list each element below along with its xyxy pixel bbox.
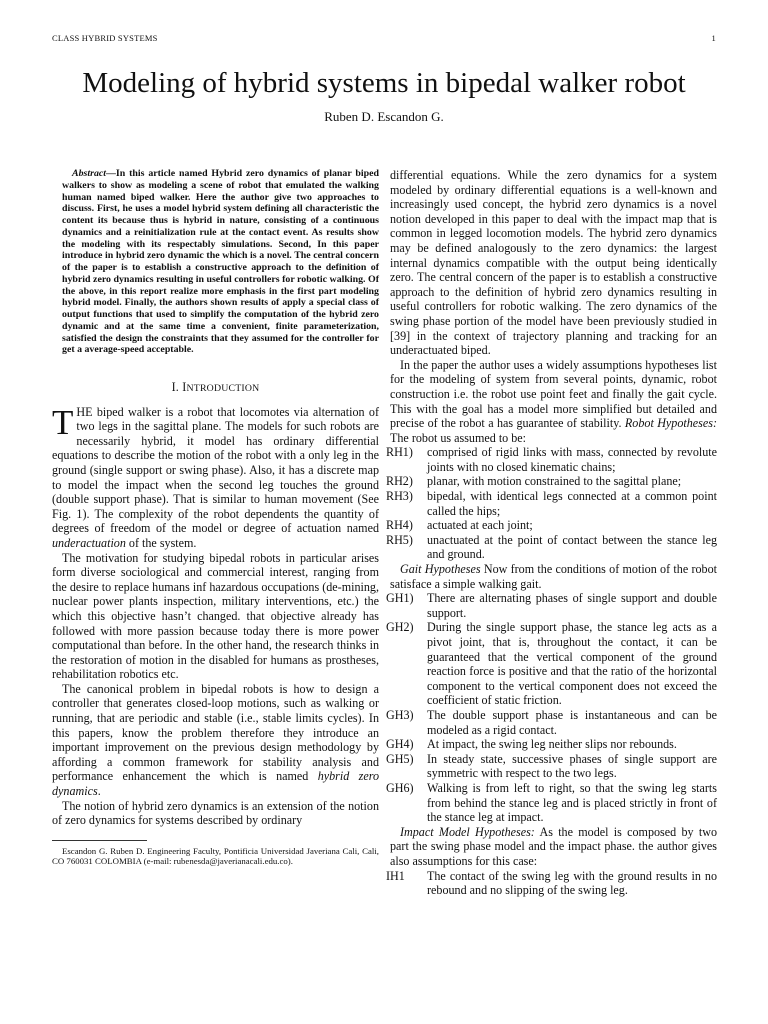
- right-paragraph-1: differential equations. While the zero dynamics for a system modeled by ordinary differential equations is a well-known and increasingly used concept, the hybrid zero dynamics is a novel notion developed in this paper to deal with the impact map that is common in legged locomotion models. The hybrid zero dynamics may be defined analogously to the zero dynamics: the largest internal dynamics compatible with the output being identically zero. The central concern of the paper is to establish a constructive approach to the definition of hybrid zero dynamics resulting in useful controllers for robotic walking. The zero dynamics of the swing phase portion of the model have been previously studied in [39] in the context of trajectory planning and tracking for an underactuated biped.: [390, 168, 717, 358]
- hypothesis-text: The double support phase is instantaneous and can be modeled as a rigid contact.: [427, 707, 717, 737]
- intro-p3-end: .: [97, 784, 101, 799]
- hypothesis-key: GH3): [386, 707, 414, 722]
- hypothesis-item: [386, 780, 717, 825]
- hypothesis-key: GH5): [386, 751, 414, 766]
- intro-p1-text: biped walker is a robot that locomotes via alternation of two legs in the sagittal plane. The models for such robots are necessarily hybrid, it model has ordinary differential equations to describe the motion of the robot with a only leg in the ground (single support or swing phase). Also, it has a discrete map to model the impact when the second leg touches the ground (double support phase). That is similar to human movement (See Fig. 1). The complexity of the robot dependents the quantity of degrees of freedom of the model or degree of actuation named: [52, 404, 379, 536]
- intro-paragraph-3: [52, 682, 379, 799]
- paper-title: Modeling of hybrid systems in bipedal walker robot: [82, 67, 686, 99]
- hypothesis-text: In steady state, successive phases of single support are symmetric with respect to the two legs.: [427, 751, 717, 781]
- intro-paragraph-2: The motivation for studying bipedal robots in particular arises form diverse sociological and commercial interest, ranging from the desire to replace humans inf hazardous occupations (de-mining, nuclear power plants inspection, military interventions, etc.) the which this objective hasn’t changed. that objective already has followed with more passion because today there is more power computational than before. In the other hand, the research thinks in the restoration of motion in the disabled for humans as prostheses, rehabilitation robotics etc.: [52, 550, 379, 682]
- section-heading-introduction: [52, 380, 379, 397]
- hypothesis-text: At impact, the swing leg neither slips nor rebounds.: [427, 737, 677, 752]
- hypothesis-key: GH2): [386, 620, 414, 635]
- abstract-dash: —: [106, 168, 116, 179]
- page-number: 1: [711, 33, 716, 43]
- hypothesis-key: IH1: [386, 868, 405, 883]
- abstract: [62, 168, 379, 356]
- right-paragraph-2: [390, 358, 717, 446]
- hypothesis-key: RH2): [386, 474, 413, 489]
- hypothesis-text: bipedal, with identical legs connected at a common point called the hips;: [427, 489, 717, 518]
- gait-hypotheses-label: Gait Hypotheses: [400, 562, 481, 577]
- hypothesis-text: There are alternating phases of single support and double support.: [427, 591, 717, 620]
- running-head: [52, 33, 716, 45]
- author-name: Ruben D. Escandon G.: [324, 109, 444, 124]
- impact-hypotheses-paragraph: [390, 825, 717, 869]
- intro-lead-caps: HE: [76, 404, 93, 419]
- hypothesis-item: [386, 737, 717, 752]
- running-head-title: CLASS HYBRID SYSTEMS: [52, 33, 158, 43]
- hypothesis-item: [386, 868, 717, 898]
- gait-hypotheses-intro: Now from the conditions of motion of the robot satisface a simple walking gait.: [390, 562, 717, 591]
- impact-hypotheses-label: Impact Model Hypotheses:: [400, 824, 535, 839]
- intro-paragraph-1: [52, 402, 379, 551]
- hypothesis-key: RH1): [386, 445, 413, 460]
- right-p2-text: In the paper the author uses a widely assumptions hypotheses list for the modeling of system from several points, dynamic, robot construction i.e. the robot use point feet and finally the gait cycle. This with the goal has a model more simplified but detailed and precise of the robot a has guarantee of stability.: [390, 357, 717, 431]
- hypothesis-key: GH1): [386, 591, 414, 606]
- section-number: I.: [171, 380, 183, 394]
- right-p2-end: The robot us assumed to be:: [390, 430, 527, 445]
- hypothesis-text: Walking is from left to right, so that the swing leg starts from behind the stance leg and is placed strictly in front of the stance leg at impact.: [427, 780, 717, 825]
- intro-p3-text: The canonical problem in bipedal robots is how to design a controller that generates closed-loop motions, such as walking or running, that are periodic and stable (i.e., stable limits cycles). In this papers, know the problem therefore they introduce an important improvement on the previous design methodology by affording a common framework for stability analysis and performance enhancement the which is named: [52, 681, 379, 784]
- intro-p1-end: of the system.: [125, 535, 197, 550]
- hypothesis-item: [386, 489, 717, 518]
- hypothesis-item: [386, 620, 717, 708]
- author-footnote: Escandon G. Ruben D. Engineering Faculty, Pontificia Universidad Javeriana Cali, Cali, CO 760031 COLOMBIA (e-mail: rubenesda@javerianacali.edu.co).: [52, 845, 379, 867]
- abstract-text: In this article named Hybrid zero dynamics of planar biped walkers to show as modeling a scene of robot that emulated the walking human named biped walker. Here the author give two approaches to discuss. First, he uses a model hybrid system defining all characteristic the content its because thus is hybrid in nature, consisting of a continuous dynamics and a reinitialization rule at the contact event. As results show the modeling with its respectably simulations. Second, In this paper introduce in hybrid zero dynamic the which is a novel. The central concern of the paper is to establish a constructive approach to the definition of hybrid zero dynamics resulting in useful controllers for robotic walking. Of the above, in this report realize more emphasis in the first part modeling hybrid model. Finally, the authors shown results of apply a special class of output functions that used to simplify the computation of the hybrid zero dynamic and at the same time a convenient, finite parameterization, satisfied the design the constraints that they assumed for the controller for get a average-speed acceptable.: [62, 168, 379, 356]
- hypothesis-text: During the single support phase, the stance leg acts as a pivot joint, that is, throughout the contact, it can be guaranteed that the vertical component of the ground reaction force is positive and that the ratio of the horizontal component to the vertical component does not exceed the coefficient of static friction.: [427, 620, 717, 708]
- hypothesis-item: [386, 591, 717, 620]
- hypothesis-key: RH5): [386, 532, 413, 547]
- hypothesis-item: [386, 532, 717, 562]
- robot-hypotheses-list: [386, 445, 717, 562]
- hypothesis-key: RH3): [386, 489, 413, 504]
- hypothesis-text: planar, with motion constrained to the sagittal plane;: [427, 474, 682, 489]
- abstract-label: Abstract: [72, 168, 107, 179]
- intro-p1-emphasis: underactuation: [52, 535, 126, 550]
- hypothesis-item: [386, 445, 717, 474]
- impact-hypotheses-list: [386, 868, 717, 898]
- gait-hypotheses-paragraph: [390, 562, 717, 591]
- drop-cap: T: [52, 402, 74, 442]
- hypothesis-item: [386, 474, 717, 489]
- right-column: [386, 168, 717, 898]
- hypothesis-key: RH4): [386, 518, 413, 533]
- footnote-rule: [52, 840, 147, 841]
- hypothesis-item: [386, 707, 717, 737]
- hypothesis-item: [386, 751, 717, 781]
- hypothesis-key: GH6): [386, 780, 414, 795]
- intro-paragraph-4: The notion of hybrid zero dynamics is an extension of the notion of zero dynamics for systems described by ordinary: [52, 798, 379, 828]
- section-title-rest: NTRODUCTION: [186, 383, 260, 394]
- gait-hypotheses-list: [386, 591, 717, 825]
- robot-hypotheses-label: Robot Hypotheses:: [624, 416, 717, 431]
- hypothesis-item: [386, 518, 717, 533]
- hypothesis-text: comprised of rigid links with mass, connected by revolute joints with no closed kinematic chains;: [427, 445, 717, 474]
- hypothesis-text: unactuated at the point of contact between the stance leg and ground.: [427, 532, 717, 562]
- hypothesis-text: actuated at each joint;: [427, 518, 533, 533]
- section-title-initial: I: [182, 380, 187, 394]
- intro-p3-emphasis: hybrid zero dynamics: [52, 769, 379, 799]
- impact-hypotheses-intro: As the model is composed by two part the swing phase model and the impact phase. the author gives also assumptions for this case:: [390, 824, 717, 868]
- hypothesis-text: The contact of the swing leg with the ground results in no rebound and no slipping of the swing leg.: [427, 868, 717, 898]
- hypothesis-key: GH4): [386, 737, 414, 752]
- left-column: [52, 168, 379, 866]
